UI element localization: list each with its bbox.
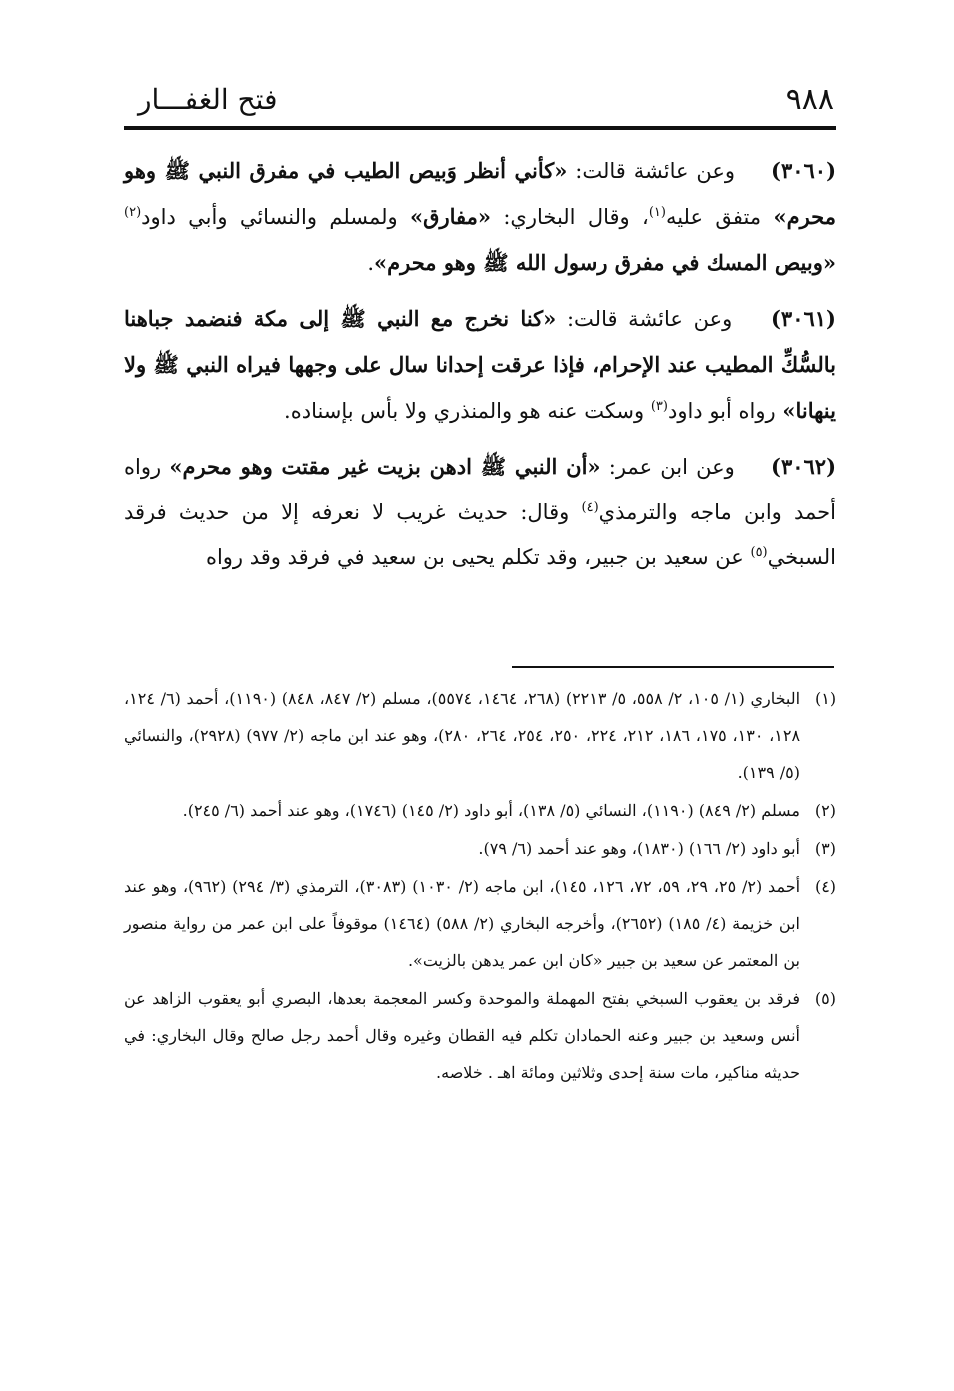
hadith-3062 xyxy=(124,444,836,580)
footnote-separator xyxy=(512,666,834,668)
footnote-ref[interactable]: (٤) xyxy=(581,500,599,515)
hadith-source: رواه أبو داود xyxy=(667,399,776,423)
hadith-end: وسكت عنه هو والمنذري ولا بأس بإسناده. xyxy=(284,399,645,423)
running-title: فتح الغفـــار xyxy=(138,83,278,116)
main-text xyxy=(124,148,836,590)
hadith-3060 xyxy=(124,148,836,286)
footnote-mark: (٥) xyxy=(814,989,836,1008)
hadith-quote: «كنا نخرج مع النبي ﷺ إلى مكة فنضمد جباهنا بالسُّكِّ المطيب عند الإحرام، فإذا عرقت إحدانا سال على وجهها فيراه النبي ﷺ ولا ينهانا» xyxy=(124,306,836,423)
page-number: ٩٨٨ xyxy=(785,82,834,117)
footnote-text: أبو داود (٢/ ١٦٦) (١٨٣٠)، وهو عند أحمد (٦/ ٧٩). xyxy=(478,839,800,858)
footnote-4 xyxy=(124,868,836,979)
hadith-3061 xyxy=(124,296,836,434)
hadith-number: (٣٠٦٠) xyxy=(771,158,836,183)
hadith-source: متفق عليه xyxy=(665,205,762,229)
footnote-mark: (١) xyxy=(814,689,837,708)
footnote-ref[interactable]: (٥) xyxy=(750,545,768,560)
footnote-ref[interactable]: (١) xyxy=(648,205,666,220)
hadith-quote: «كأني أنظر وَبيص الطيب في مفرق النبي ﷺ وهو محرم» xyxy=(124,158,836,229)
hadith-quote: «مفارق» xyxy=(410,204,491,229)
footnote-5 xyxy=(124,980,836,1091)
hadith-note: ، وقال البخاري: xyxy=(503,205,649,229)
hadith-number: (٣٠٦١) xyxy=(770,306,836,331)
hadith-intro: وعن عائشة قالت: xyxy=(575,159,736,183)
hadith-end: . xyxy=(367,251,374,275)
footnotes xyxy=(124,680,836,1092)
footnote-text: أحمد (٢/ ٢٥، ٢٩، ٥٩، ٧٢، ١٢٦، ١٤٥)، ابن ماجه (٢/ ١٠٣٠) (٣٠٨٣)، الترمذي (٣/ ٢٩٤) (٩٦٢)، وهو عند ابن خزيمة (٤/ ١٨٥) (٢٦٥٢)، وأخرجه البخاري (٢/ ٥٨٨) (١٤٦٤) موقوفاً على ابن عمر من رواية منصور بن المعتمر عن سعيد بن جبير «كان ابن عمر يدهن بالزيت». xyxy=(124,877,801,970)
footnote-mark: (٢) xyxy=(814,801,836,820)
footnote-3 xyxy=(124,830,836,867)
header-rule xyxy=(124,126,836,130)
footnote-text: البخاري (١/ ١٠٥، ٢/ ٥٥٨، ٥/ ٢٢١٣) (٢٦٨، ١٤٦٤، ٥٥٧٤)، مسلم (٢/ ٨٤٧، ٨٤٨) (١١٩٠)، أحمد (٦/ ١٢٤، ١٢٨، ١٣٠، ١٧٥، ١٨٦، ٢١٢، ٢٢٤، ٢٥٠، ٢٥٤، ٢٦٤، ٢٨٠)، وهو عند ابن ماجه (٢/ ٩٧٧) (٢٩٢٨)، والنسائي (٥/ ١٣٩). xyxy=(124,689,801,782)
footnote-ref[interactable]: (٢) xyxy=(124,205,142,220)
hadith-note: ولمسلم والنسائي وأبي داود xyxy=(141,205,398,229)
hadith-note: وقال: حديث غريب لا نعرفه إلا من حديث فرقد السبخي xyxy=(124,500,836,569)
hadith-intro: وعن ابن عمر: xyxy=(608,455,735,479)
hadith-intro: وعن عائشة قالت: xyxy=(566,307,733,331)
footnote-text: مسلم (٢/ ٨٤٩) (١١٩٠)، النسائي (٥/ ١٣٨)، أبو داود (٢/ ١٤٥) (١٧٤٦)، وهو عند أحمد (٦/ ٢٤٥). xyxy=(182,801,800,820)
hadith-quote: «أن النبي ﷺ ادهن بزيت غير مقتت وهو محرم» xyxy=(169,454,601,479)
hadith-number: (٣٠٦٢) xyxy=(771,454,837,479)
footnote-2 xyxy=(124,792,836,829)
hadith-source: رواه أحمد وابن ماجه والترمذي xyxy=(124,455,836,524)
footnote-ref[interactable]: (٣) xyxy=(650,399,668,414)
footnote-mark: (٤) xyxy=(814,877,837,896)
page-header xyxy=(124,78,834,128)
footnote-mark: (٣) xyxy=(814,839,836,858)
footnote-1 xyxy=(124,680,836,791)
footnote-text: فرقد بن يعقوب السبخي بفتح المهملة والموحدة وكسر المعجمة بعدها، البصري أبو يعقوب الزاهد عن أنس وسعيد بن جبير وعنه الحمادان تكلم فيه القطان وغيره وقال أحمد رجل صالح وقال البخاري: في حديثه مناكير، مات سنة إحدى وثلاثين ومائة اهـ . خلاصه. xyxy=(124,989,800,1082)
hadith-end: عن سعيد بن جبير، وقد تكلم يحيى بن سعيد في فرقد وقد رواه xyxy=(205,545,744,569)
hadith-quote: «وبيص المسك في مفرق رسول الله ﷺ وهو محرم» xyxy=(374,250,836,275)
